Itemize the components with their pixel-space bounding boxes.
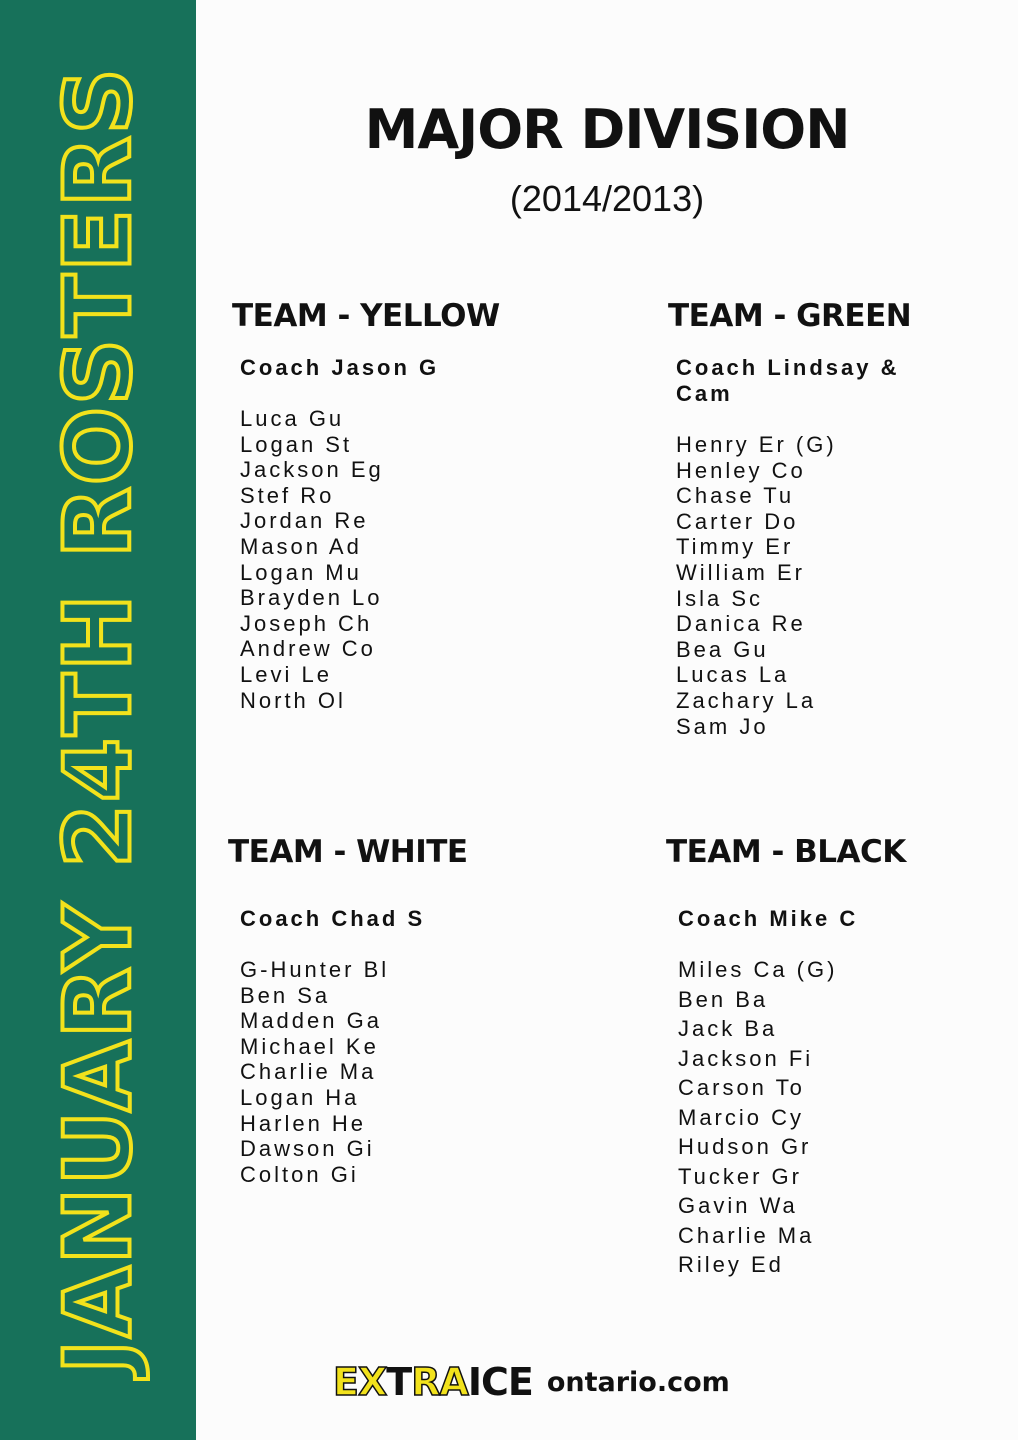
brand-ex: EX [333, 1360, 387, 1404]
player-name: Chase Tu [676, 483, 795, 509]
player-name: Danica Re [676, 611, 806, 637]
coach-name: Coach Chad S [240, 906, 426, 931]
player-name: Timmy Er [676, 534, 794, 560]
player-name: Sam Jo [676, 713, 769, 739]
roster-list [240, 957, 608, 1187]
coach-name: Coach Jason G [240, 355, 440, 380]
footer [333, 1360, 730, 1404]
coach-name: Coach Mike C [678, 906, 859, 931]
player-name: Harlen He [240, 1110, 367, 1136]
player-name: Mason Ad [240, 533, 362, 559]
player-name: Jack Ba [678, 1016, 778, 1041]
player-name: Carson To [678, 1075, 805, 1100]
coach-name: Coach Lindsay & Cam [676, 355, 900, 406]
player-name: William Er [676, 559, 805, 585]
team-name: TEAM - BLACK [666, 834, 906, 870]
roster-list [676, 432, 968, 739]
team-yellow-section [232, 298, 612, 713]
player-name: Logan Mu [240, 559, 362, 585]
player-name: Carter Do [676, 508, 799, 534]
footer-domain: ontario.com [546, 1366, 730, 1398]
player-name: Bea Gu [676, 636, 769, 662]
player-name: Joseph Ch [240, 610, 373, 636]
player-name: Ben Ba [678, 986, 769, 1012]
brand-logo [333, 1360, 533, 1404]
player-name: Henry Er (G) [676, 432, 837, 457]
brand-ra: RA [411, 1360, 468, 1404]
page-subtitle: (2014/2013) [509, 178, 705, 219]
player-name: Zachary La [676, 687, 817, 713]
player-name: Brayden Lo [240, 585, 383, 611]
player-name: Logan Ha [240, 1084, 360, 1110]
player-name: Madden Ga [240, 1008, 382, 1034]
player-name: Isla Sc [676, 585, 764, 611]
player-name: Jackson Eg [240, 457, 384, 483]
sidebar-title: JANUARY 24TH ROSTERS [44, 66, 152, 1374]
player-name: Marcio Cy [678, 1104, 805, 1130]
player-name: Lucas La [676, 662, 790, 688]
player-name: Henley Co [676, 457, 806, 483]
brand-t: T [386, 1360, 412, 1404]
player-name: Gavin Wa [678, 1193, 798, 1218]
player-name: Hudson Gr [678, 1134, 812, 1159]
team-name: TEAM - WHITE [228, 834, 468, 870]
team-black-section [666, 834, 986, 1280]
player-name: Michael Ke [240, 1033, 379, 1059]
team-green-section [668, 298, 968, 739]
roster-list [240, 406, 612, 713]
player-name: Colton Gi [240, 1161, 359, 1187]
roster-list [678, 955, 986, 1280]
player-name: Riley Ed [678, 1252, 784, 1277]
player-name: Logan St [240, 431, 353, 457]
player-name: Jordan Re [240, 508, 369, 534]
player-name: Dawson Gi [240, 1136, 375, 1162]
team-name: TEAM - GREEN [668, 298, 912, 334]
brand-ice: ICE [467, 1360, 533, 1404]
sidebar [0, 0, 196, 1440]
page-title: MAJOR DIVISION [364, 98, 850, 161]
player-name: Charlie Ma [240, 1059, 377, 1085]
player-name: Ben Sa [240, 982, 331, 1008]
player-name: Tucker Gr [678, 1163, 802, 1189]
team-name: TEAM - YELLOW [232, 298, 500, 334]
team-white-section [228, 834, 608, 1187]
player-name: Charlie Ma [678, 1222, 815, 1248]
player-name: Levi Le [240, 661, 332, 687]
player-name: Andrew Co [240, 636, 376, 662]
player-name: Miles Ca (G) [678, 957, 838, 982]
player-name: North Ol [240, 687, 346, 713]
player-name: Jackson Fi [678, 1045, 814, 1071]
player-name: G-Hunter Bl [240, 957, 390, 982]
player-name: Luca Gu [240, 406, 345, 431]
player-name: Stef Ro [240, 482, 335, 508]
